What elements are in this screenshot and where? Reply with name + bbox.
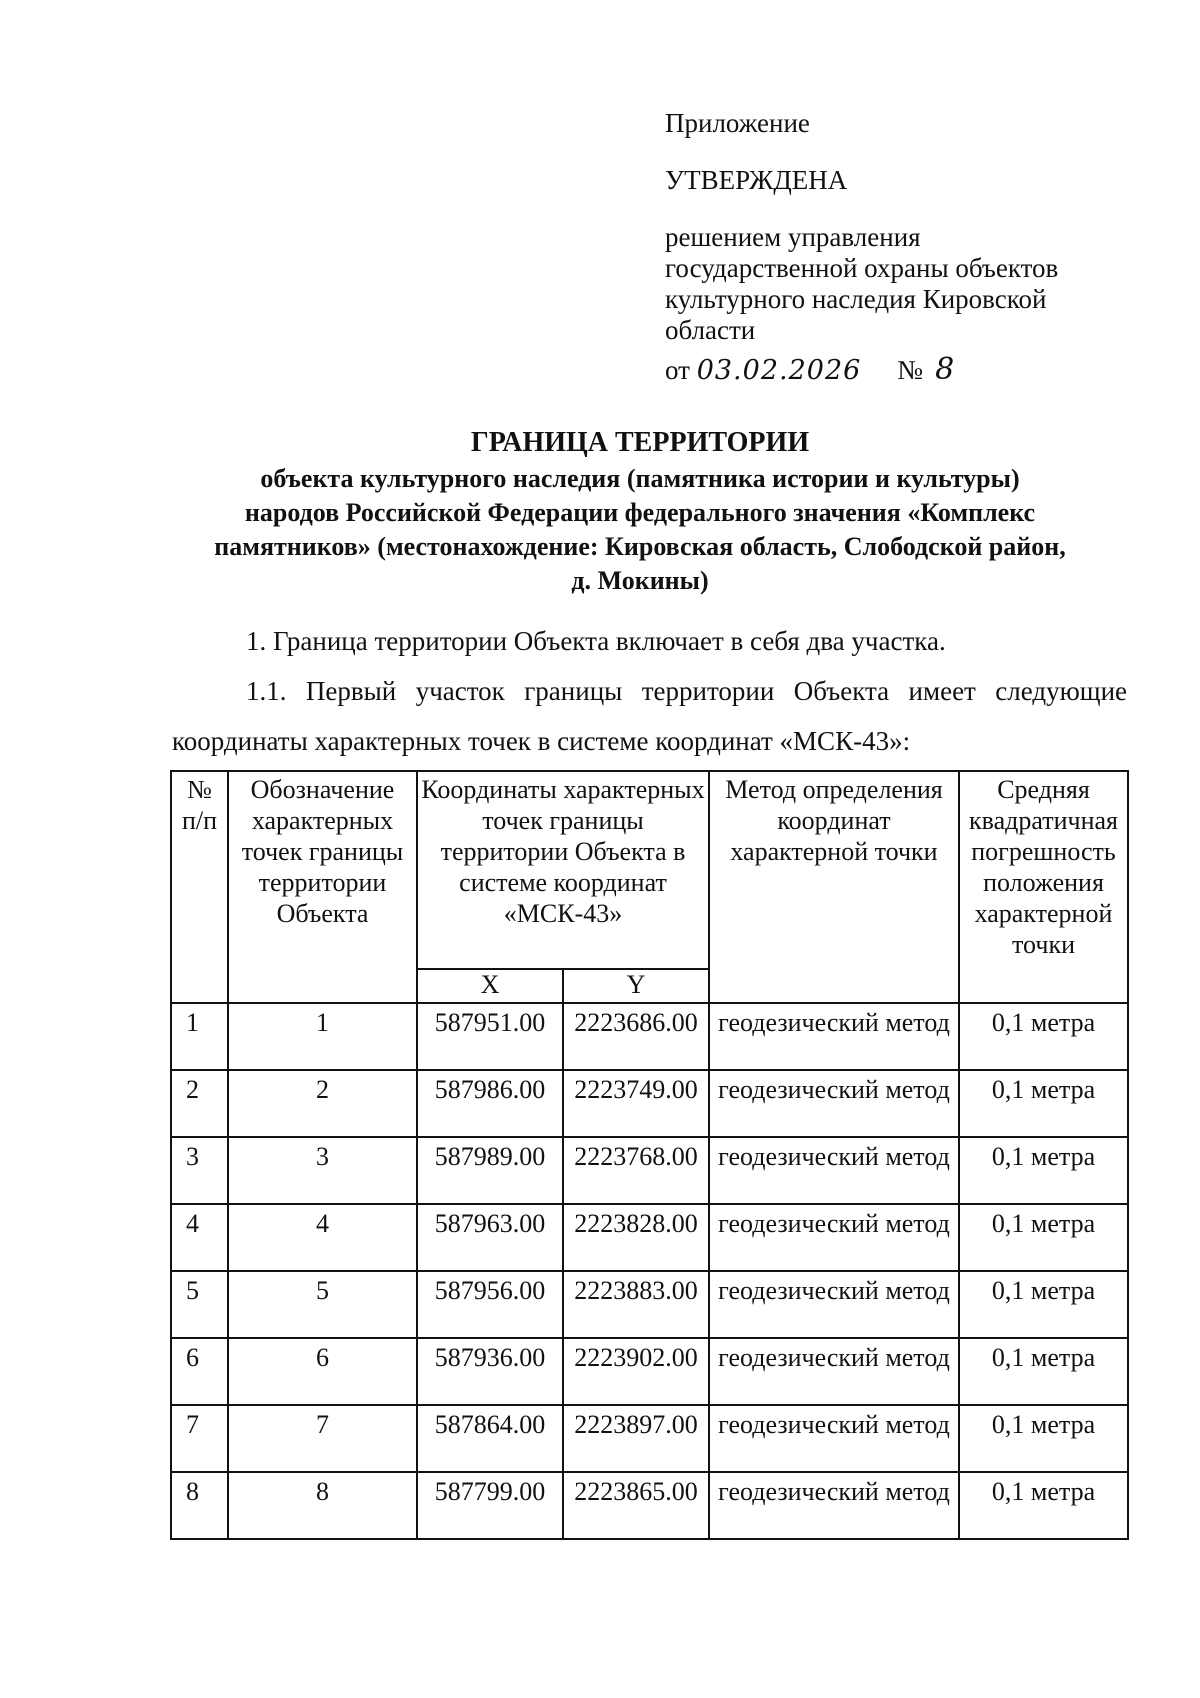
row-num: 6	[171, 1338, 228, 1405]
row-error: 0,1 метра	[959, 1204, 1128, 1271]
row-x: 587986.00	[417, 1070, 563, 1137]
row-y: 2223828.00	[563, 1204, 709, 1271]
header-num: № п/п	[171, 771, 228, 1003]
decision-line-4: области	[665, 315, 756, 345]
header-coordinates: Координаты характерных точек границы территории Объекта в системе координат «МСК-43»	[417, 771, 709, 969]
row-x: 587951.00	[417, 1003, 563, 1070]
table-row	[171, 1137, 1128, 1204]
row-error: 0,1 метра	[959, 1472, 1128, 1539]
header-y: Y	[563, 969, 709, 1003]
title-main: ГРАНИЦА ТЕРРИТОРИИ	[470, 427, 810, 458]
handwritten-date: 03.02.2026	[696, 355, 862, 386]
row-method: геодезический метод	[709, 1271, 959, 1338]
row-error: 0,1 метра	[959, 1070, 1128, 1137]
table-row	[171, 1271, 1128, 1338]
row-x: 587864.00	[417, 1405, 563, 1472]
decision-date-line	[665, 354, 1135, 386]
row-method: геодезический метод	[709, 1070, 959, 1137]
decision-line-2: государственной охраны объектов	[665, 253, 1059, 283]
row-x: 587989.00	[417, 1137, 563, 1204]
row-point: 4	[228, 1204, 417, 1271]
table-header-row	[171, 771, 1128, 969]
row-num: 7	[171, 1405, 228, 1472]
row-x: 587963.00	[417, 1204, 563, 1271]
header-error: Средняя квадратичная погрешность положения характерной точки	[959, 771, 1128, 1003]
approval-block	[665, 108, 1135, 386]
row-method: геодезический метод	[709, 1003, 959, 1070]
row-method: геодезический метод	[709, 1204, 959, 1271]
row-point: 3	[228, 1137, 417, 1204]
row-method: геодезический метод	[709, 1405, 959, 1472]
row-error: 0,1 метра	[959, 1137, 1128, 1204]
row-error: 0,1 метра	[959, 1003, 1128, 1070]
table-row	[171, 1338, 1128, 1405]
row-point: 6	[228, 1338, 417, 1405]
row-y: 2223686.00	[563, 1003, 709, 1070]
document-title	[160, 425, 1120, 597]
row-y: 2223749.00	[563, 1070, 709, 1137]
row-num: 8	[171, 1472, 228, 1539]
paragraph-1-1: 1.1. Первый участок границы территории Объекта имеет следующие координаты характерных точек в системе координат «МСК-43»:	[172, 676, 1127, 756]
title-subtitle-line-4: д. Мокины)	[571, 566, 709, 595]
row-num: 1	[171, 1003, 228, 1070]
header-x: X	[417, 969, 563, 1003]
row-error: 0,1 метра	[959, 1338, 1128, 1405]
row-num: 3	[171, 1137, 228, 1204]
decision-line-3: культурного наследия Кировской	[665, 284, 1047, 314]
handwritten-number: 8	[935, 352, 956, 387]
row-y: 2223865.00	[563, 1472, 709, 1539]
title-subtitle-line-2: народов Российской Федерации федерального значения «Комплекс	[244, 498, 1036, 527]
row-point: 7	[228, 1405, 417, 1472]
table-row	[171, 1003, 1128, 1070]
row-method: геодезический метод	[709, 1137, 959, 1204]
number-sign: №	[897, 355, 924, 385]
row-point: 8	[228, 1472, 417, 1539]
table-row	[171, 1405, 1128, 1472]
row-y: 2223902.00	[563, 1338, 709, 1405]
row-x: 587936.00	[417, 1338, 563, 1405]
table-row	[171, 1204, 1128, 1271]
row-error: 0,1 метра	[959, 1405, 1128, 1472]
header-method: Метод определения координат характерной точки	[709, 771, 959, 1003]
row-y: 2223897.00	[563, 1405, 709, 1472]
row-num: 2	[171, 1070, 228, 1137]
coordinates-table	[170, 770, 1129, 1540]
row-x: 587956.00	[417, 1271, 563, 1338]
row-method: геодезический метод	[709, 1472, 959, 1539]
row-y: 2223883.00	[563, 1271, 709, 1338]
date-prefix: от	[665, 355, 690, 385]
appendix-label: Приложение	[665, 108, 810, 138]
row-point: 5	[228, 1271, 417, 1338]
header-designation: Обозначение характерных точек границы территории Объекта	[228, 771, 417, 1003]
row-y: 2223768.00	[563, 1137, 709, 1204]
row-error: 0,1 метра	[959, 1271, 1128, 1338]
row-num: 5	[171, 1271, 228, 1338]
approved-label: УТВЕРЖДЕНА	[665, 165, 848, 195]
row-x: 587799.00	[417, 1472, 563, 1539]
row-point: 1	[228, 1003, 417, 1070]
row-num: 4	[171, 1204, 228, 1271]
table-row	[171, 1472, 1128, 1539]
paragraph-1: 1. Граница территории Объекта включает в себя два участка.	[246, 626, 946, 656]
title-subtitle-line-1: объекта культурного наследия (памятника истории и культуры)	[260, 464, 1020, 493]
row-point: 2	[228, 1070, 417, 1137]
table-row	[171, 1070, 1128, 1137]
title-subtitle-line-3: памятников» (местонахождение: Кировская область, Слободской район,	[214, 532, 1066, 561]
row-method: геодезический метод	[709, 1338, 959, 1405]
decision-line-1: решением управления	[665, 222, 921, 252]
